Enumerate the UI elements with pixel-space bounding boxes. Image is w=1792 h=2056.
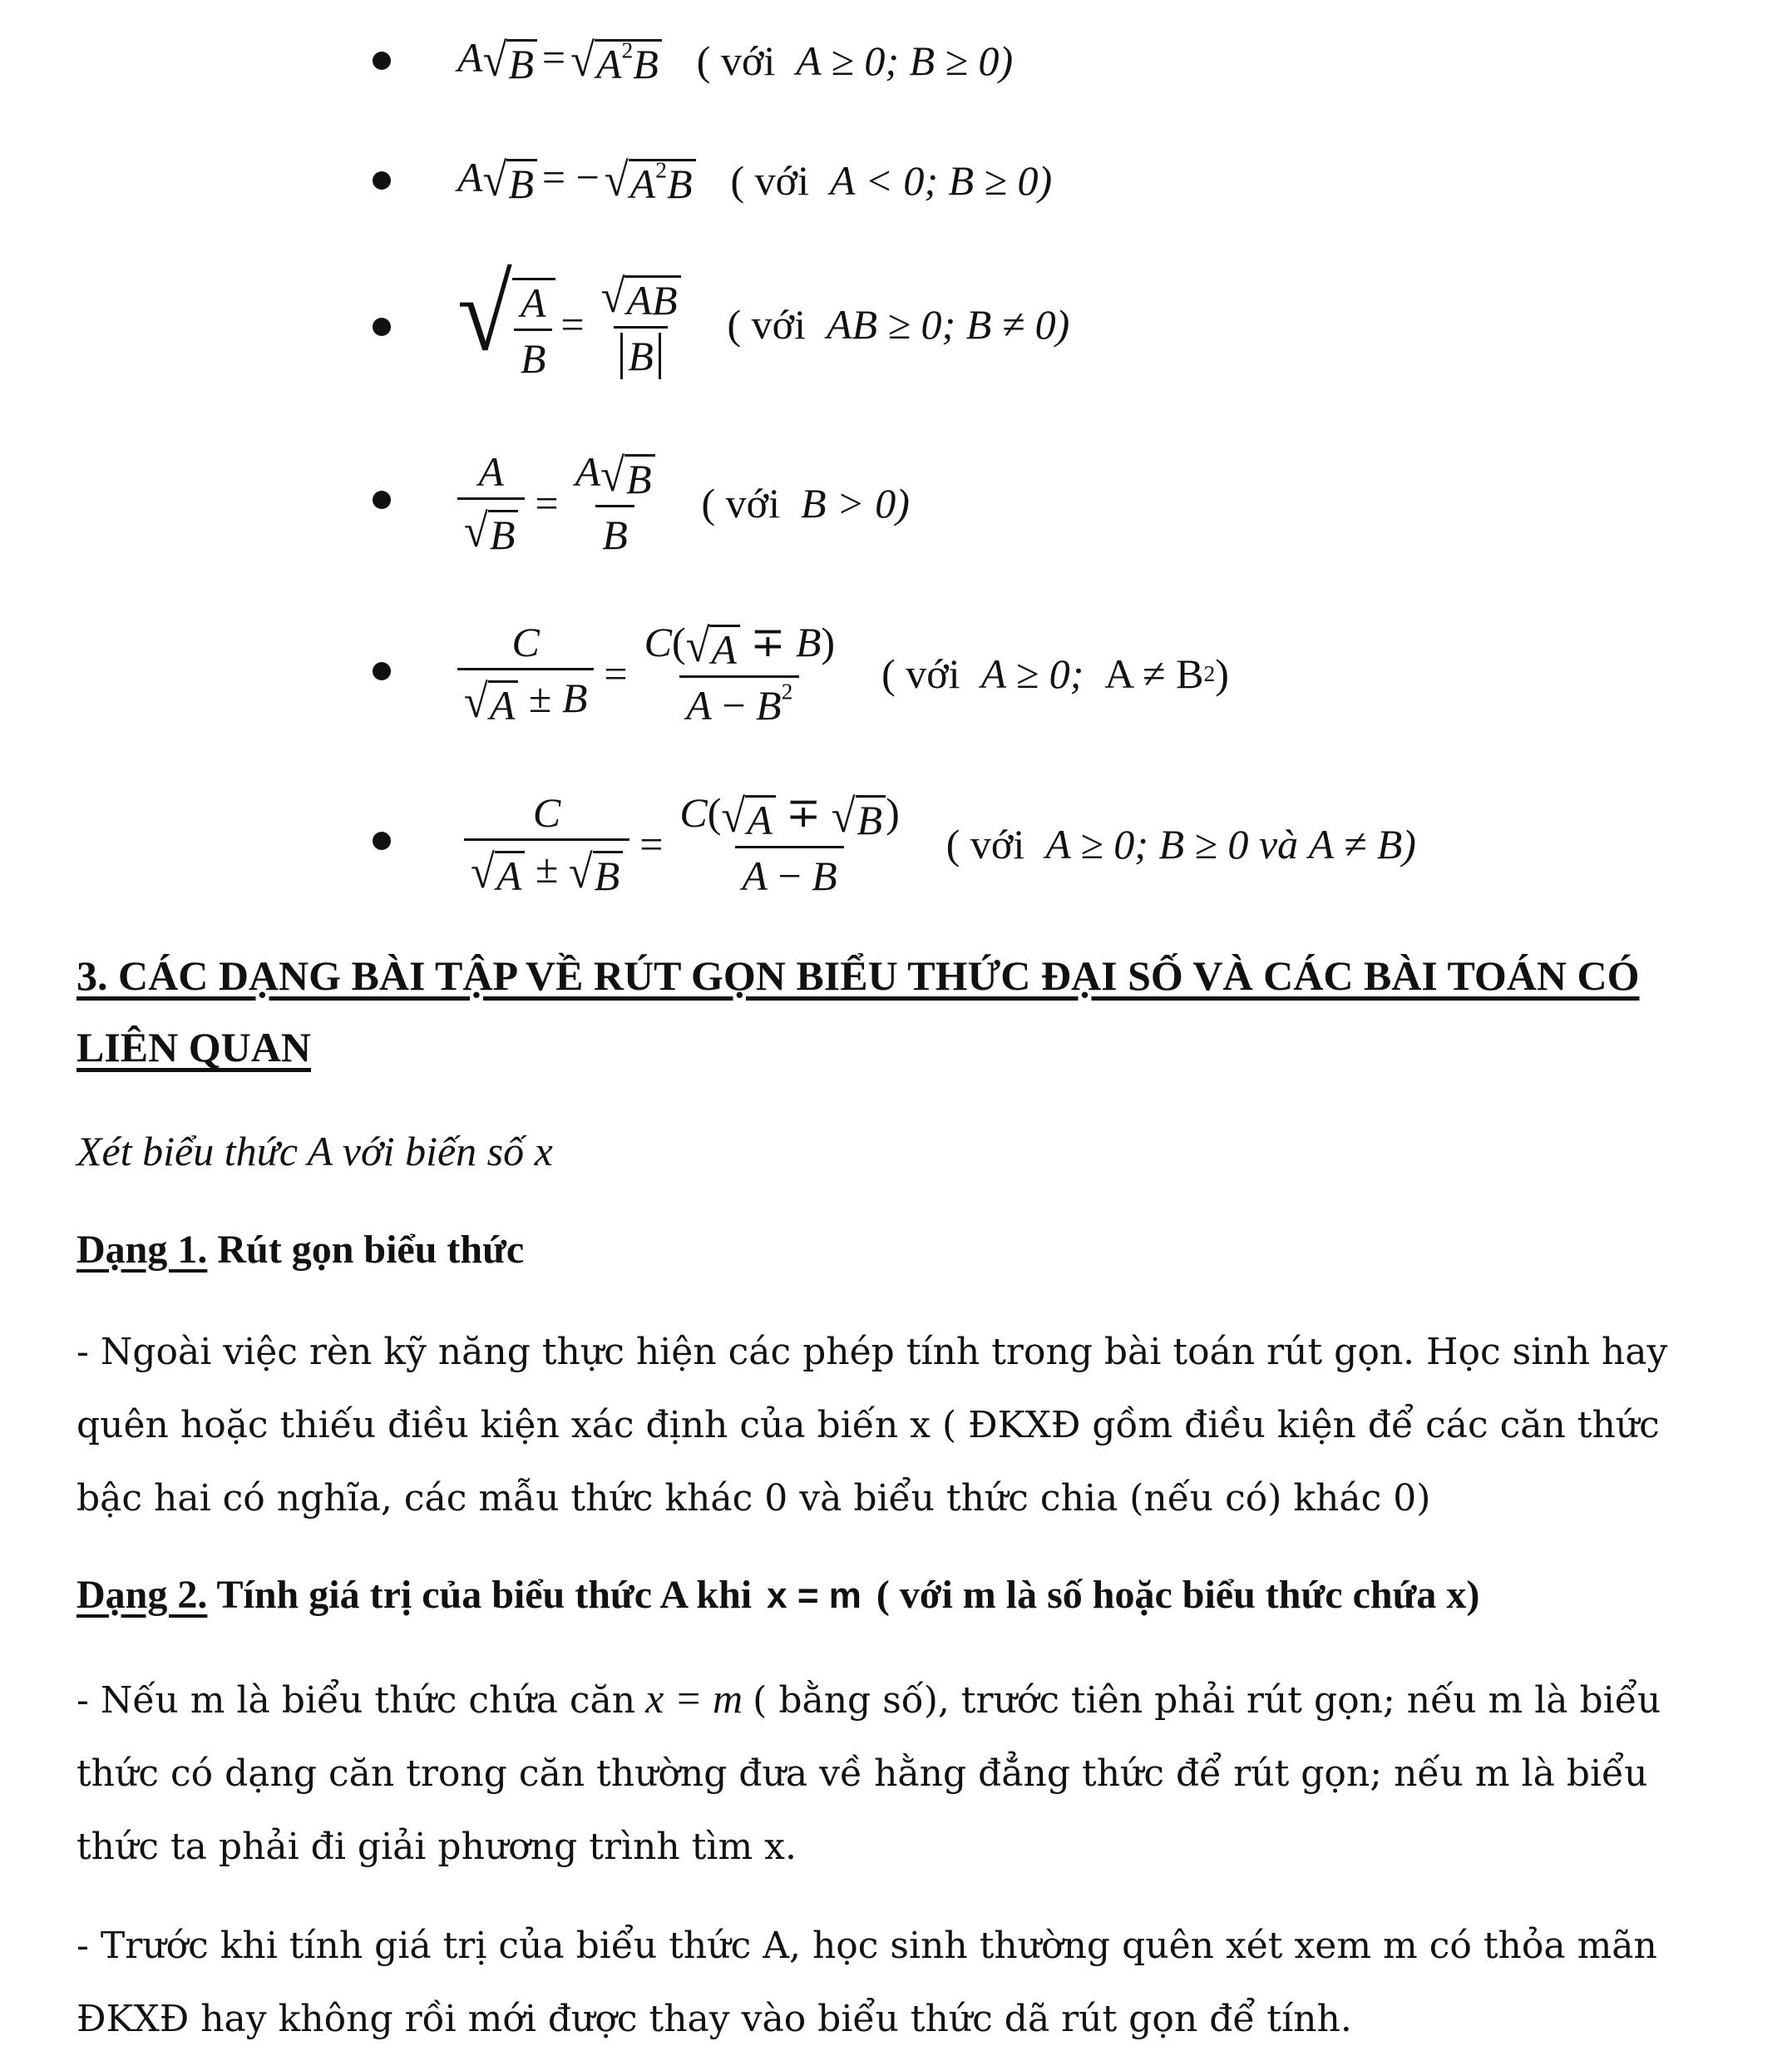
dang-2-heading [77,1572,1479,1618]
bullet-2 [373,171,391,190]
formula-4-condition: ( với B > 0) [701,480,910,526]
formula-1-condition: ( với A ≥ 0; B ≥ 0) [696,37,1014,84]
dang-1-text: - Ngoài việc rèn kỹ năng thực hiện các phép tính trong bài toán rút gọn. Học sinh hay quên hoặc thiếu điều kiện xác định của biến x ( ĐKXĐ gồm điều kiện để các căn thức bậc hai có nghĩa, các mẫu thức khác 0 và biểu thức chia (nếu có) khác 0) [77,1331,1668,1520]
formula-6-condition: ( với A ≥ 0; B ≥ 0 và A ≠ B) [945,821,1416,867]
dang-2-p1-rest: ( bằng số), trước tiên phải rút gọn; nếu m là biểu thức có dạng căn trong căn thường đưa về hằng đẳng thức để rút gọn; nếu m là biểu thức ta phải đi giải phương trình tìm x. [77,1679,1661,1868]
dang-1-heading [77,1227,524,1273]
formula-1 [457,32,1013,90]
dang-2-p1-lead: - Nếu m là biểu thức chứa căn [77,1679,636,1722]
formula-2 [457,151,1052,210]
dang-1-title: Rút gọn biểu thức [217,1228,525,1272]
formula-6 [457,782,1416,907]
dang-2-p1-math: x = m [645,1675,743,1722]
formula-3-condition: ( với AB ≥ 0; B ≠ 0) [727,301,1070,348]
formula-5-math: C √ A ± B = C( √ A ∓ B) $A - B^2$ [457,621,847,725]
formula-3 [457,253,1070,391]
dang-2-title-b: ( với m là số hoặc biểu thức chứa x) [876,1573,1480,1617]
dang-2-label: Dạng 2. [77,1573,208,1617]
formula-5-condition: ( với A ≥ 0; A ≠ B 2 ) [881,650,1229,697]
dang-2-paragraph-2: - Trước khi tính giá trị của biểu thức A, học sinh thường quên xét xem m có thỏa mãn ĐKXĐ hay không rồi mới được thay vào biểu thức dã rút gọn để tính. [77,1925,1657,2040]
dang-2-title-a: Tính giá trị của biểu thức A khi [216,1573,753,1617]
dang-2-title-math: x = m [767,1575,861,1616]
intro-line: Xét biểu thức A với biến số x [77,1128,553,1174]
bullet-3 [373,318,391,336]
bullet-4 [373,491,391,509]
formula-3-math: √ $\frac{A}{B}$ = √ AB B [457,269,693,379]
dang-1-label: Dạng 1. [77,1228,208,1272]
bullet-6 [373,832,391,850]
bullet-1 [373,52,391,70]
formula-5 [457,611,1229,736]
formula-6-math: C √ A ± √ B = C( √ A ∓ √ B ) A − B [457,792,911,896]
formula-2-condition: ( với A < 0; B ≥ 0) [730,157,1053,204]
formula-4 [457,441,910,566]
dang-2-paragraph-1 [77,1662,1715,1884]
formula-1-math: A √ B = √ $A^2B$ [457,37,662,85]
bullet-5 [373,662,391,680]
formula-2-math: A √ B = − √ $A^2B$ [457,156,696,205]
section-3-heading: 3. CÁC DẠNG BÀI TẬP VỀ RÚT GỌN BIỂU THỨC ĐẠI SỐ VÀ CÁC BÀI TOÁN CÓ LIÊN QUAN [77,952,1640,1070]
formula-4-math: A √ B = A √ B B [457,451,667,555]
